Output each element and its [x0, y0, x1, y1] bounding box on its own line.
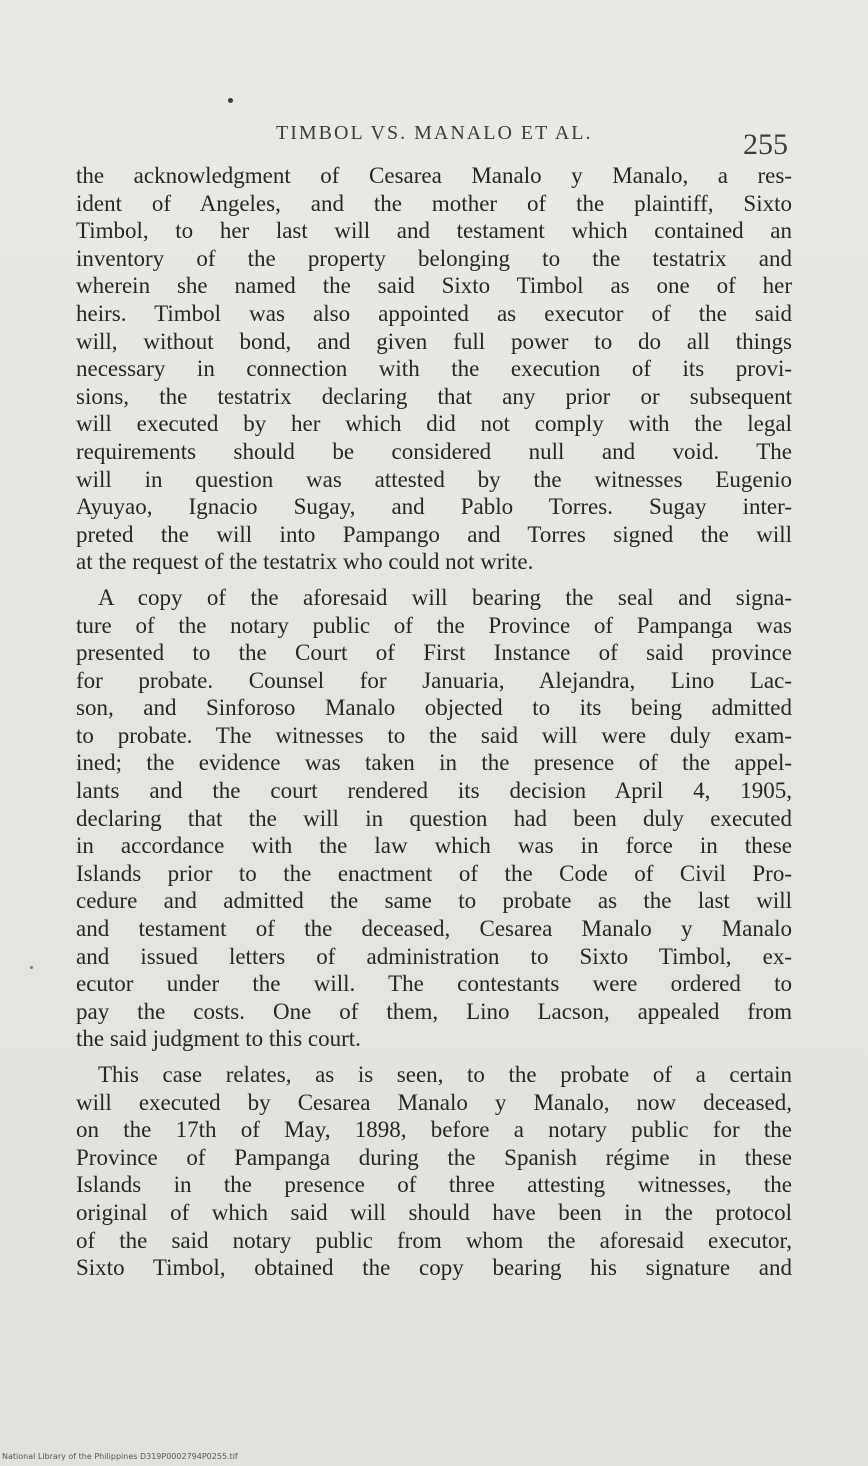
text-line: Ayuyao, Ignacio Sugay, and Pablo Torres. Sugay inter-: [76, 494, 792, 520]
page-header: [76, 114, 792, 160]
text-line: requirements should be considered null and void. The: [76, 438, 792, 464]
text-line: preted the will into Pampango and Torres signed the will: [76, 521, 792, 547]
page-number: 255: [743, 128, 788, 161]
running-head: TIMBOL VS. MANALO ET AL.: [276, 122, 593, 144]
text-line: necessary in connection with the execution of its provi-: [76, 356, 792, 382]
text-line: This case relates, as is seen, to the probate of a certain: [98, 1062, 792, 1087]
text-line: the said judgment to this court.: [76, 1026, 361, 1052]
text-line: Province of Pampanga during the Spanish régime in these: [76, 1144, 792, 1170]
text-line: inventory of the property belonging to the testatrix and: [76, 245, 792, 271]
text-line: will executed by her which did not comply with the legal: [76, 411, 792, 437]
text-line: will executed by Cesarea Manalo y Manalo, now deceased,: [76, 1089, 792, 1115]
text-line: sions, the testatrix declaring that any prior or subsequent: [76, 383, 792, 409]
text-line: Islands prior to the enactment of the Code of Civil Pro-: [76, 860, 792, 886]
text-line: for probate. Counsel for Januaria, Alejandra, Lino Lac-: [76, 667, 792, 693]
text-line: original of which said will should have been in the protocol: [76, 1199, 792, 1225]
text-line: Islands in the presence of three attesting witnesses, the: [76, 1172, 792, 1198]
text-line: to probate. The witnesses to the said will were duly exam-: [76, 722, 792, 748]
text-line: lants and the court rendered its decision April 4, 1905,: [76, 778, 792, 804]
text-line: of the said notary public from whom the aforesaid executor,: [76, 1227, 792, 1253]
scan-footer: National Library of the Philippines D319P0002794P0255.tif: [2, 1452, 238, 1461]
text-line: heirs. Timbol was also appointed as executor of the said: [76, 300, 792, 326]
text-line: in accordance with the law which was in force in these: [76, 833, 792, 859]
text-line: ident of Angeles, and the mother of the plaintiff, Sixto: [76, 190, 792, 216]
ink-speck: [228, 98, 233, 103]
text-line: declaring that the will in question had been duly executed: [76, 805, 792, 831]
paragraph: [76, 584, 792, 1053]
ink-speck: [30, 966, 33, 969]
text-line: and testament of the deceased, Cesarea Manalo y Manalo: [76, 916, 792, 942]
text-line: at the request of the testatrix who could not write.: [76, 549, 534, 575]
text-line: will, without bond, and given full power to do all things: [76, 328, 792, 354]
text-line: Timbol, to her last will and testament which contained an: [76, 218, 792, 244]
text-line: will in question was attested by the witnesses Eugenio: [76, 466, 792, 492]
text-line: son, and Sinforoso Manalo objected to its being admitted: [76, 695, 792, 721]
text-line: on the 17th of May, 1898, before a notary public for the: [76, 1117, 792, 1143]
text-line: ecutor under the will. The contestants were ordered to: [76, 971, 792, 997]
paragraph: [76, 1061, 792, 1282]
paragraph: [76, 162, 792, 576]
text-line: ined; the evidence was taken in the presence of the appel-: [76, 750, 792, 776]
text-line: presented to the Court of First Instance of said province: [76, 640, 792, 666]
body-text: [76, 162, 792, 1282]
text-line: the acknowledgment of Cesarea Manalo y Manalo, a res-: [76, 163, 792, 188]
text-line: Sixto Timbol, obtained the copy bearing his signature and: [76, 1255, 792, 1281]
text-line: cedure and admitted the same to probate as the last will: [76, 888, 792, 914]
text-line: ture of the notary public of the Province of Pampanga was: [76, 612, 792, 638]
text-line: pay the costs. One of them, Lino Lacson, appealed from: [76, 998, 792, 1024]
text-line: and issued letters of administration to Sixto Timbol, ex-: [76, 943, 792, 969]
text-line: A copy of the aforesaid will bearing the seal and signa-: [98, 584, 792, 610]
text-line: wherein she named the said Sixto Timbol as one of her: [76, 273, 792, 299]
